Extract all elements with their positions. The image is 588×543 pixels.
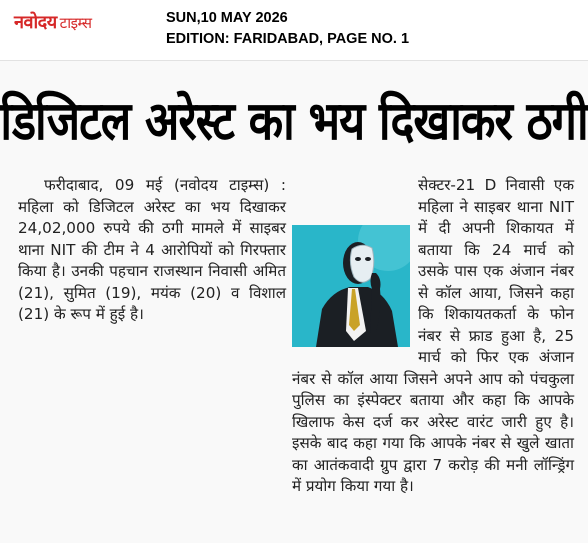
masthead [0, 0, 588, 56]
logo-name: नवोदय [14, 12, 57, 33]
edition-info [166, 8, 409, 50]
article-paragraph-2: सेक्टर-21 D निवासी एक महिला ने साइबर थाना NIT में दी अपनी शिकायत में बताया कि 24 मार्च को उसके पास एक अंजान नंबर से कॉल आया, जिसने कहा कि शिकायतकर्ता के फोन नंबर से फ्राड हुआ है, 25 मार्च को फिर एक अंजान नंबर से कॉल आया जिसने अपने आप को पंचकुला पुलिस का इंस्पेक्टर बताया और कहा कि आपके खिलाफ केस दर्ज कर अरेस्ट वारंट जारी हुए है। इसके बाद कहा गया कि आपके नंबर से खुले खाता का आतंकवादी ग्रुप द्वारा 7 करोड़ की मनी लॉन्ड्रिंग में प्रयोग किया गया है। [292, 176, 574, 495]
newspaper-logo [14, 10, 92, 34]
article-column-right [292, 175, 574, 498]
article-headline: डिजिटल अरेस्ट का भय दिखाकर ठगी [0, 89, 588, 152]
article-paragraph-1: फरीदाबाद, 09 मई (नवोदय टाइम्स) : महिला को डिजिटल अरेस्ट का भय दिखाकर 24,02,000 रुपये की ठगी मामले में साइबर थाना NIT की टीम ने 4 आरोपियों को गिरफ्तार किया है। उनकी पहचान राजस्थान निवासी अमित (21), सुमित (19), मयंक (20) व विशाल (21) के रूप में हुई है। [18, 176, 286, 323]
article-column-left [18, 175, 286, 326]
logo-subtitle: टाइम्स [59, 14, 92, 32]
edition-date: SUN,10 MAY 2026 [166, 10, 288, 26]
article-image [292, 225, 410, 347]
edition-page: EDITION: FARIDABAD, PAGE NO. 1 [166, 31, 410, 47]
masked-man-icon [292, 225, 410, 347]
